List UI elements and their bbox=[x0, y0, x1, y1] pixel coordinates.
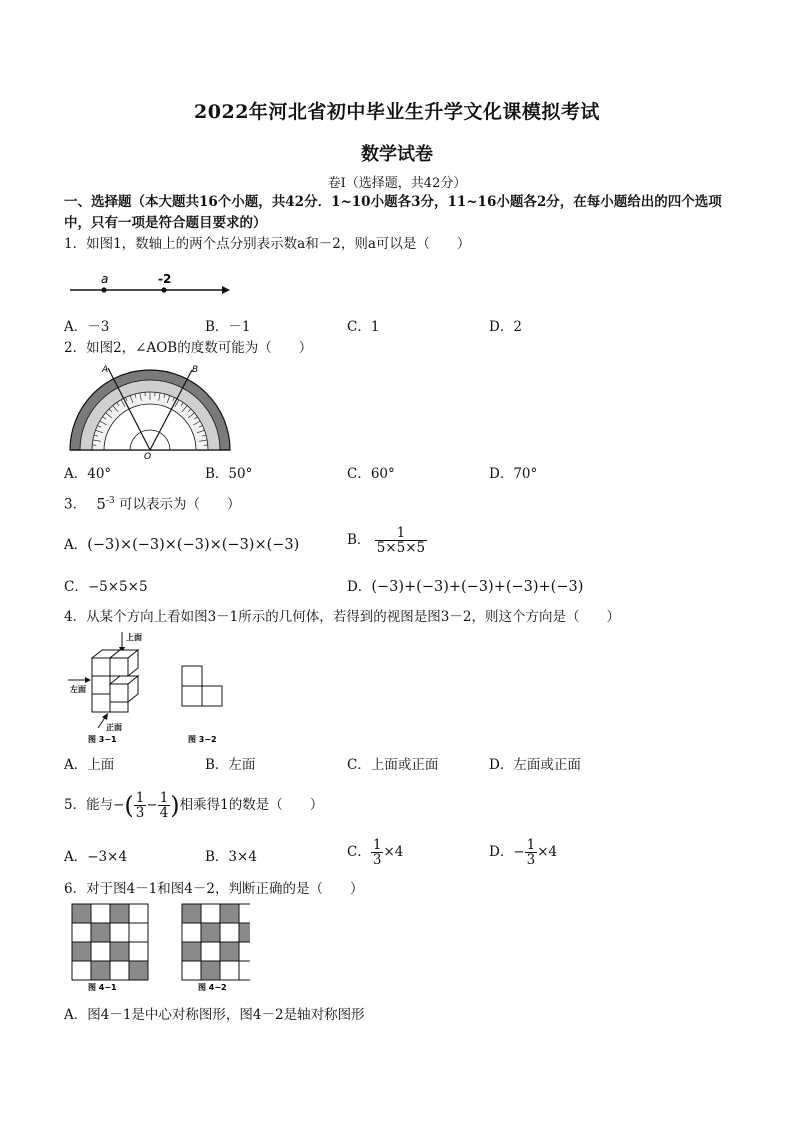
q4-option-a[interactable]: A．上面 bbox=[64, 757, 115, 773]
grid-cell bbox=[239, 904, 250, 923]
q2-option-c[interactable]: C．60° bbox=[347, 466, 395, 482]
question-6-stem: 6．对于图4－1和图4－2，判断正确的是（ ） bbox=[64, 881, 364, 897]
fig3-1-caption: 图 3−1 bbox=[88, 735, 117, 744]
point-a bbox=[101, 287, 106, 292]
label-A: A bbox=[102, 365, 109, 375]
exam-subtitle: 数学试卷 bbox=[361, 144, 433, 165]
grid-cell bbox=[201, 942, 220, 961]
question-2-stem: 2．如图2，∠AOB的度数可能为（ ） bbox=[64, 340, 313, 356]
q3-option-c[interactable]: C．−5×5×5 bbox=[64, 579, 148, 595]
grid-cell bbox=[110, 961, 129, 980]
question-1-stem: 1．如图1，数轴上的两个点分别表示数a和－2，则a可以是（ ） bbox=[64, 236, 471, 252]
svg-text:左面: 左面 bbox=[70, 685, 86, 694]
grid-cell bbox=[220, 904, 239, 923]
grid-cell bbox=[182, 942, 201, 961]
grid-cell bbox=[182, 923, 201, 942]
q5-option-b[interactable]: B．3×4 bbox=[205, 849, 257, 865]
q6-option-a[interactable]: A．图4－1是中心对称图形，图4－2是轴对称图形 bbox=[64, 1007, 365, 1023]
label-neg2: -2 bbox=[158, 272, 172, 286]
grid-cell bbox=[110, 904, 129, 923]
q3-option-b[interactable]: B． $\frac{1}{5\times 5\times 5}$ bbox=[347, 525, 426, 557]
grid-cell bbox=[91, 942, 110, 961]
grid-cell bbox=[201, 923, 220, 942]
grid-cell bbox=[129, 942, 148, 961]
label-O: O bbox=[144, 452, 152, 460]
question-3-stem bbox=[64, 492, 241, 514]
q1-option-a[interactable]: A．－3 bbox=[64, 319, 110, 335]
svg-text:正面: 正面 bbox=[106, 723, 122, 732]
q3-exponent: -3 bbox=[105, 496, 115, 506]
figure-4-1-grid bbox=[72, 904, 148, 980]
fig3-2-caption: 图 3−2 bbox=[188, 735, 217, 744]
q2-option-b[interactable]: B．50° bbox=[205, 466, 253, 482]
q4-option-b[interactable]: B．左面 bbox=[205, 757, 256, 773]
exam-title: 2022年河北省初中毕业生升学文化课模拟考试 bbox=[194, 101, 600, 123]
q3-tail: 可以表示为（ ） bbox=[119, 496, 241, 513]
grid-cell bbox=[72, 923, 91, 942]
grid-cell bbox=[182, 904, 201, 923]
grid-cell bbox=[72, 961, 91, 980]
grid-cell bbox=[91, 904, 110, 923]
figure-4-2-grid bbox=[182, 904, 250, 980]
fig4-1-caption: 图 4−1 bbox=[88, 983, 117, 992]
volume-heading: 卷Ⅰ（选择题，共42分） bbox=[327, 176, 467, 191]
grid-cell bbox=[220, 961, 239, 980]
grid-cell bbox=[110, 923, 129, 942]
grid-cell bbox=[129, 904, 148, 923]
q1-option-b[interactable]: B．－1 bbox=[205, 319, 251, 335]
q2-option-d[interactable]: D．70° bbox=[489, 466, 538, 482]
q4-option-c[interactable]: C．上面或正面 bbox=[347, 757, 439, 773]
figure-4-grids bbox=[70, 902, 250, 994]
q3-option-d[interactable]: D．(−3)+(−3)+(−3)+(−3)+(−3) bbox=[347, 579, 584, 595]
q3-option-a[interactable]: A．(−3)×(−3)×(−3)×(−3)×(−3) bbox=[64, 537, 300, 553]
label-B: B bbox=[192, 365, 199, 375]
q5-option-d[interactable]: D．− $\frac{1}{3}$ ×4 bbox=[489, 837, 558, 869]
question-4-stem: 4．从某个方向上看如图3－1所示的几何体，若得到的视图是图3－2，则这个方向是（ ） bbox=[64, 609, 620, 625]
question-5-stem: 5．能与−( $\frac{1}{3}$ − $\frac{1}{4}$ )相乘得1的数是（ ） bbox=[64, 789, 324, 821]
q5-option-a[interactable]: A．−3×4 bbox=[64, 849, 128, 865]
grid-cell bbox=[239, 961, 250, 980]
figure-1-number-line bbox=[64, 270, 234, 300]
fig4-2-caption: 图 4−2 bbox=[198, 983, 227, 992]
grid-cell bbox=[201, 904, 220, 923]
q1-option-d[interactable]: D．2 bbox=[489, 319, 522, 335]
grid-cell bbox=[220, 923, 239, 942]
grid-cell bbox=[91, 923, 110, 942]
figure-2-protractor bbox=[64, 360, 236, 460]
grid-cell bbox=[91, 961, 110, 980]
grid-cell bbox=[201, 961, 220, 980]
grid-cell bbox=[110, 942, 129, 961]
q4-option-d[interactable]: D．左面或正面 bbox=[489, 757, 581, 773]
grid-cell bbox=[72, 942, 91, 961]
grid-cell bbox=[182, 961, 201, 980]
grid-cell bbox=[129, 923, 148, 942]
q3-base: 5 bbox=[96, 494, 106, 513]
section-heading: 一、选择题（本大题共16个小题，共42分．1~10小题各3分，11~16小题各2分，在每小题给出的四个选项中，只有一项是符合题目要求的） bbox=[64, 194, 722, 231]
q1-option-c[interactable]: C．1 bbox=[347, 319, 380, 335]
label-a: a bbox=[101, 272, 109, 286]
q2-option-a[interactable]: A．40° bbox=[64, 466, 112, 482]
grid-cell bbox=[72, 904, 91, 923]
svg-text:上面: 上面 bbox=[126, 633, 142, 642]
q3-number: 3． bbox=[64, 496, 87, 513]
q5-option-c[interactable]: C． $\frac{1}{3}$ ×4 bbox=[347, 837, 404, 869]
grid-cell bbox=[239, 923, 250, 942]
grid-cell bbox=[239, 942, 250, 961]
figure-3-solid-and-view bbox=[64, 628, 234, 746]
q3-option-b-fraction: $\frac{1}{5\times 5\times 5}$ bbox=[376, 525, 426, 557]
grid-cell bbox=[220, 942, 239, 961]
grid-cell bbox=[129, 961, 148, 980]
point-neg2 bbox=[161, 287, 166, 292]
